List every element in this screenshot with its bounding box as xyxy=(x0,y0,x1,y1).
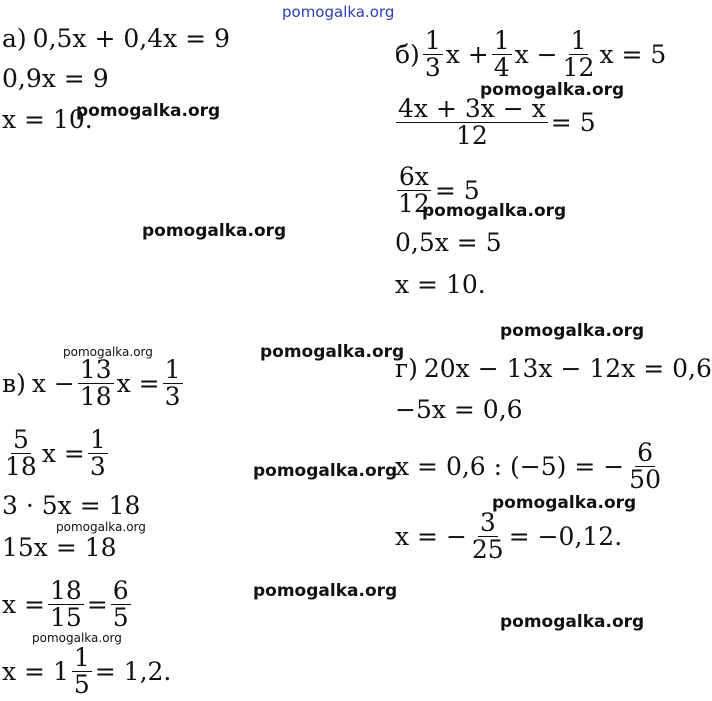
numerator: 1 xyxy=(73,643,90,672)
fraction xyxy=(78,357,114,411)
fraction xyxy=(163,357,183,411)
part-a-line-1 xyxy=(2,26,230,51)
part-v-line-3 xyxy=(2,493,140,518)
denominator: 50 xyxy=(629,465,661,495)
watermark-text: pomogalka.org xyxy=(480,80,625,100)
numerator: 1 xyxy=(164,355,181,384)
part-b-equation-4: 0,5x = 5 xyxy=(395,228,502,257)
numerator: 6x xyxy=(398,162,429,191)
part-v-line-6 xyxy=(2,645,171,699)
term: = 1,2. xyxy=(94,657,172,687)
fraction xyxy=(111,578,131,632)
part-a-equation-2: 0,9x = 9 xyxy=(2,64,109,93)
term: x = − xyxy=(395,522,467,552)
fraction xyxy=(492,28,512,82)
fraction xyxy=(396,96,548,150)
term: = 5 xyxy=(550,108,596,138)
part-g-line-1 xyxy=(395,356,712,381)
numerator: 6 xyxy=(112,576,129,605)
numerator: 1 xyxy=(424,26,441,55)
denominator: 4 xyxy=(493,53,510,83)
watermark-text: pomogalka.org xyxy=(260,342,405,362)
fraction xyxy=(470,510,506,564)
part-v-equation-4: 15x = 18 xyxy=(2,533,117,562)
denominator: 25 xyxy=(471,535,504,565)
fraction xyxy=(423,28,443,82)
part-b-equation-5: x = 10. xyxy=(395,270,486,299)
fraction xyxy=(88,427,108,481)
fraction xyxy=(48,578,84,632)
part-g-equation-2: −5x = 0,6 xyxy=(395,395,523,424)
numerator: 6 xyxy=(637,438,654,467)
watermark-text: pomogalka.org xyxy=(253,581,398,601)
watermark-text: pomogalka.org xyxy=(63,345,153,359)
part-a-equation-3: x = 10. xyxy=(2,105,93,134)
part-a-label: а) xyxy=(2,24,27,53)
numerator: 5 xyxy=(12,425,29,454)
header-watermark: pomogalka.org xyxy=(282,3,395,21)
part-g-line-2 xyxy=(395,397,523,422)
part-v-line-2 xyxy=(0,427,111,481)
term: x = xyxy=(116,369,160,399)
watermark-text: pomogalka.org xyxy=(253,461,398,481)
denominator: 18 xyxy=(79,382,112,412)
part-v-label: в) xyxy=(2,369,26,399)
denominator: 5 xyxy=(73,670,90,700)
part-b-label: б) xyxy=(395,40,420,70)
watermark-text: pomogalka.org xyxy=(422,201,567,221)
part-v-line-4 xyxy=(2,535,117,560)
term: x = 5 xyxy=(599,40,667,70)
numerator: 18 xyxy=(50,576,82,605)
fraction xyxy=(627,440,663,494)
watermark-text: pomogalka.org xyxy=(32,631,122,645)
denominator: 12 xyxy=(562,53,595,83)
part-g-label: г) xyxy=(395,354,418,383)
watermark-text: pomogalka.org xyxy=(142,221,287,241)
denominator: 3 xyxy=(164,382,181,412)
fraction xyxy=(3,427,39,481)
denominator: 3 xyxy=(89,452,106,482)
part-b-line-5 xyxy=(395,272,486,297)
part-g-line-3 xyxy=(395,440,666,494)
denominator: 5 xyxy=(112,603,129,633)
term: x = 0,6 : (−5) = − xyxy=(395,452,625,482)
fraction xyxy=(561,28,597,82)
term: x − xyxy=(31,369,75,399)
term: = −0,12. xyxy=(508,522,623,552)
denominator: 18 xyxy=(5,452,37,482)
denominator: 12 xyxy=(398,189,430,219)
watermark-text: pomogalka.org xyxy=(492,493,637,513)
denominator: 3 xyxy=(424,53,441,83)
part-b-line-2 xyxy=(393,96,596,150)
numerator: 1 xyxy=(570,26,587,55)
part-a-line-2 xyxy=(2,66,109,91)
part-a-equation-1: 0,5x + 0,4x = 9 xyxy=(32,24,230,53)
numerator: 13 xyxy=(79,355,112,384)
term: x − xyxy=(514,40,558,70)
term: x + xyxy=(445,40,489,70)
part-v-line-1 xyxy=(2,357,186,411)
part-v-line-5 xyxy=(2,578,134,632)
part-g-equation-1: 20x − 13x − 12x = 0,6 xyxy=(423,354,712,383)
term: = xyxy=(86,590,108,620)
numerator: 3 xyxy=(479,508,496,537)
fraction xyxy=(72,645,92,699)
numerator: 1 xyxy=(89,425,106,454)
part-b-line-4 xyxy=(395,230,502,255)
part-v-equation-3: 3 · 5x = 18 xyxy=(2,491,141,520)
term: = 5 xyxy=(434,176,480,206)
numerator: 1 xyxy=(493,26,510,55)
numerator: 4x + 3x − x xyxy=(398,94,546,123)
denominator: 12 xyxy=(455,121,488,151)
part-b-line-1 xyxy=(395,28,666,82)
watermark-text: pomogalka.org xyxy=(500,612,645,632)
watermark-text: pomogalka.org xyxy=(76,101,221,121)
term: x = xyxy=(41,439,85,469)
watermark-text: pomogalka.org xyxy=(56,520,146,534)
term: x = xyxy=(2,590,45,620)
term: x = 1 xyxy=(2,657,69,687)
watermark-text: pomogalka.org xyxy=(500,321,645,341)
denominator: 15 xyxy=(50,603,82,633)
part-g-line-4 xyxy=(395,510,622,564)
